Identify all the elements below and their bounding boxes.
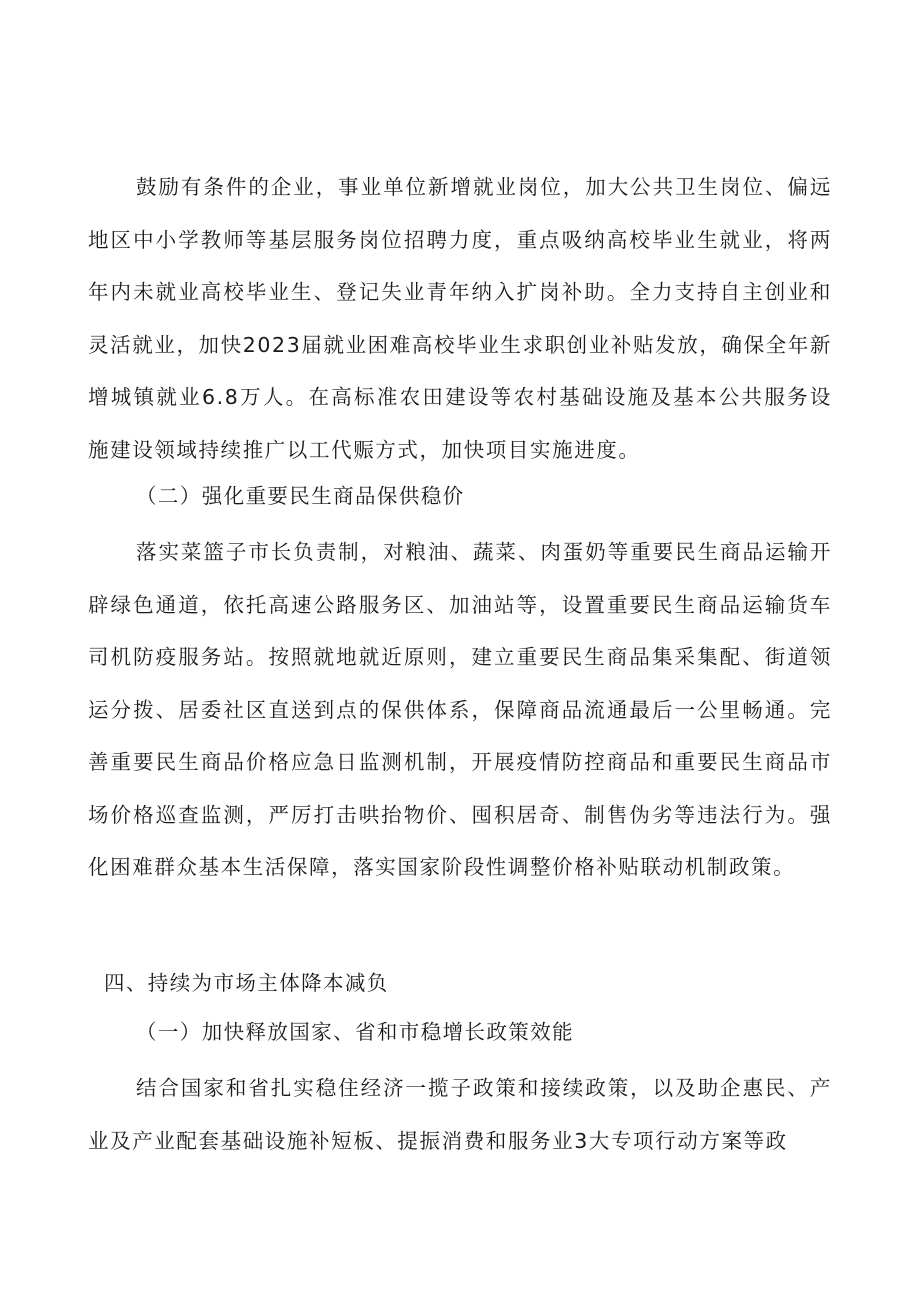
chapter-heading-cost-reduction: 四、持续为市场主体降本减负 bbox=[104, 971, 389, 995]
paragraph-employment: 鼓励有条件的企业，事业单位新增就业岗位，加大公共卫生岗位、偏远地区中小学教师等基层服务岗位招聘力度，重点吸纳高校毕业生就业，将两年内未就业高校毕业生、登记失业青年纳入扩岗补助。全力支持自主创业和灵活就业，加快2023届就业困难高校毕业生求职创业补贴发放，确保全年新增城镇就业6.8万人。在高标准农田建设等农村基础设施及基本公共服务设施建设领域持续推广以工代赈方式，加快项目实施进度。 bbox=[88, 175, 832, 462]
paragraph-policy: 结合国家和省扎实稳住经济一揽子政策和接续政策，以及助企惠民、产业及产业配套基础设施补短板、提振消费和服务业3大专项行动方案等政 bbox=[88, 1076, 832, 1153]
section-heading-supply: （二）强化重要民生商品保供稳价 bbox=[136, 484, 465, 508]
section-heading-policy: （一）加快释放国家、省和市稳增长政策效能 bbox=[136, 1020, 574, 1044]
paragraph-supply: 落实菜篮子市长负责制，对粮油、蔬菜、肉蛋奶等重要民生商品运输开辟绿色通道，依托高速公路服务区、加油站等，设置重要民生商品运输货车司机防疫服务站。按照就地就近原则，建立重要民生商品集采集配、街道领运分拨、居委社区直送到点的保供体系，保障商品流通最后一公里畅通。完善重要民生商品价格应急日监测机制，开展疫情防控商品和重要民生商品市场价格巡查监测，严厉打击哄抬物价、囤积居奇、制售伪劣等违法行为。强化困难群众基本生活保障，落实国家阶段性调整价格补贴联动机制政策。 bbox=[88, 540, 832, 879]
